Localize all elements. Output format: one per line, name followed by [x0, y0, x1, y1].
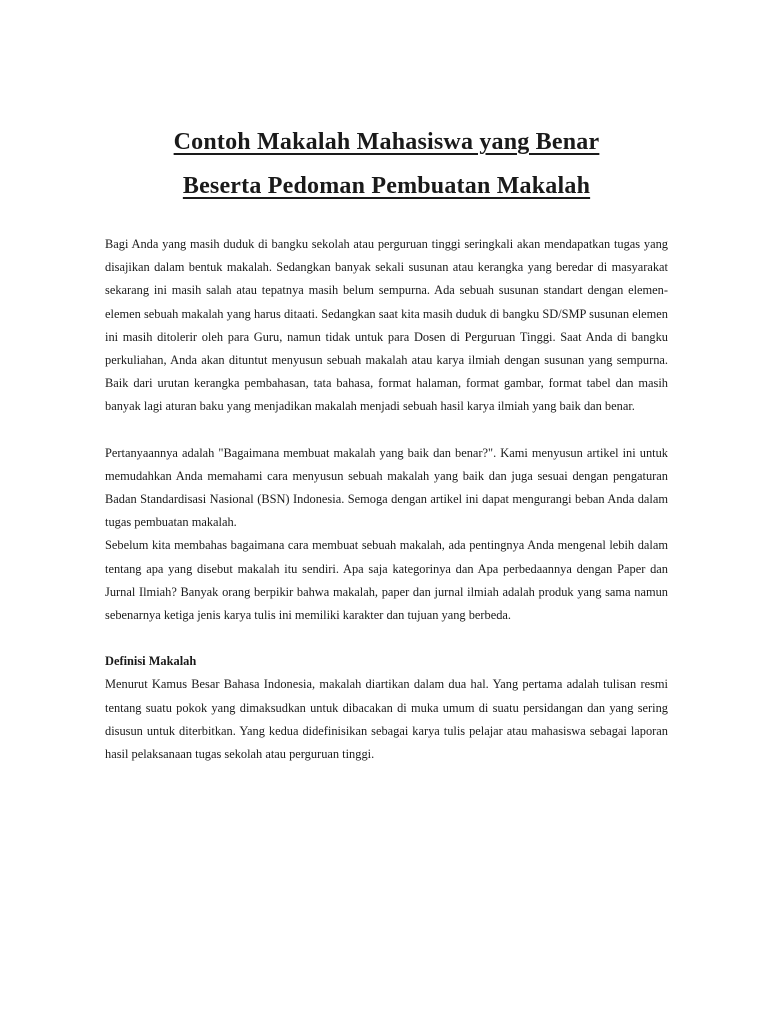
paragraph-spacer [105, 627, 668, 650]
document-title-line-1: Contoh Makalah Mahasiswa yang Benar [173, 129, 600, 155]
paragraph-question: Pertanyaannya adalah "Bagaimana membuat makalah yang baik dan benar?". Kami menyusun artikel ini untuk memudahkan Anda memahami cara menyusun sebuah makalah yang baik dan juga sesuai dengan pengaturan Badan Standardisasi Nasional (BSN) Indonesia. Semoga dengan artikel ini dapat mengurangi beban Anda dalam tugas pembuatan makalah. [105, 445, 668, 530]
document-title-line-2: Beserta Pedoman Pembuatan Makalah [182, 173, 591, 199]
document-body [105, 233, 668, 766]
section-heading-definition: Definisi Makalah [105, 654, 197, 669]
paragraph-before-discussion: Sebelum kita membahas bagaimana cara membuat sebuah makalah, ada pentingnya Anda mengenal lebih dalam tentang apa yang disebut makalah itu sendiri. Apa saja kategorinya dan Apa perbedaannya dengan Paper dan Jurnal Ilmiah? Banyak orang berpikir bahwa makalah, paper dan jurnal ilmiah adalah produk yang sama namun sebenarnya ketiga jenis karya tulis ini memiliki karakter dan tujuan yang berbeda. [105, 538, 668, 623]
paragraph-definition: Menurut Kamus Besar Bahasa Indonesia, makalah diartikan dalam dua hal. Yang pertama adalah tulisan resmi tentang suatu pokok yang dimaksudkan untuk dibacakan di muka umum di suatu persidangan dan yang sering disusun untuk diterbitkan. Yang kedua didefinisikan sebagai karya tulis pelajar atau mahasiswa sebagai laporan hasil pelaksanaan tugas sekolah atau perguruan tinggi. [105, 677, 668, 762]
paragraph-introduction: Bagi Anda yang masih duduk di bangku sekolah atau perguruan tinggi seringkali akan mendapatkan tugas yang disajikan dalam bentuk makalah. Sedangkan banyak sekali susunan atau kerangka yang beredar di masyarakat sekarang ini masih salah atau tepatnya masih belum sempurna. Ada sebuah susunan standart dengan elemen-elemen sebuah makalah yang harus ditaati. Sedangkan saat kita masih duduk di bangku SD/SMP susunan elemen ini masih ditolerir oleh para Guru, namun tidak untuk para Dosen di Perguruan Tinggi. Saat Anda di bangku perkuliahan, Anda akan dituntut menyusun sebuah makalah atau karya ilmiah dengan susunan yang sempurna. Baik dari urutan kerangka pembahasan, tata bahasa, format halaman, format gambar, format tabel dan masih banyak lagi aturan baku yang menjadikan makalah menjadi sebuah hasil karya ilmiah yang baik dan benar. [105, 237, 668, 414]
paragraph-spacer [105, 419, 668, 442]
